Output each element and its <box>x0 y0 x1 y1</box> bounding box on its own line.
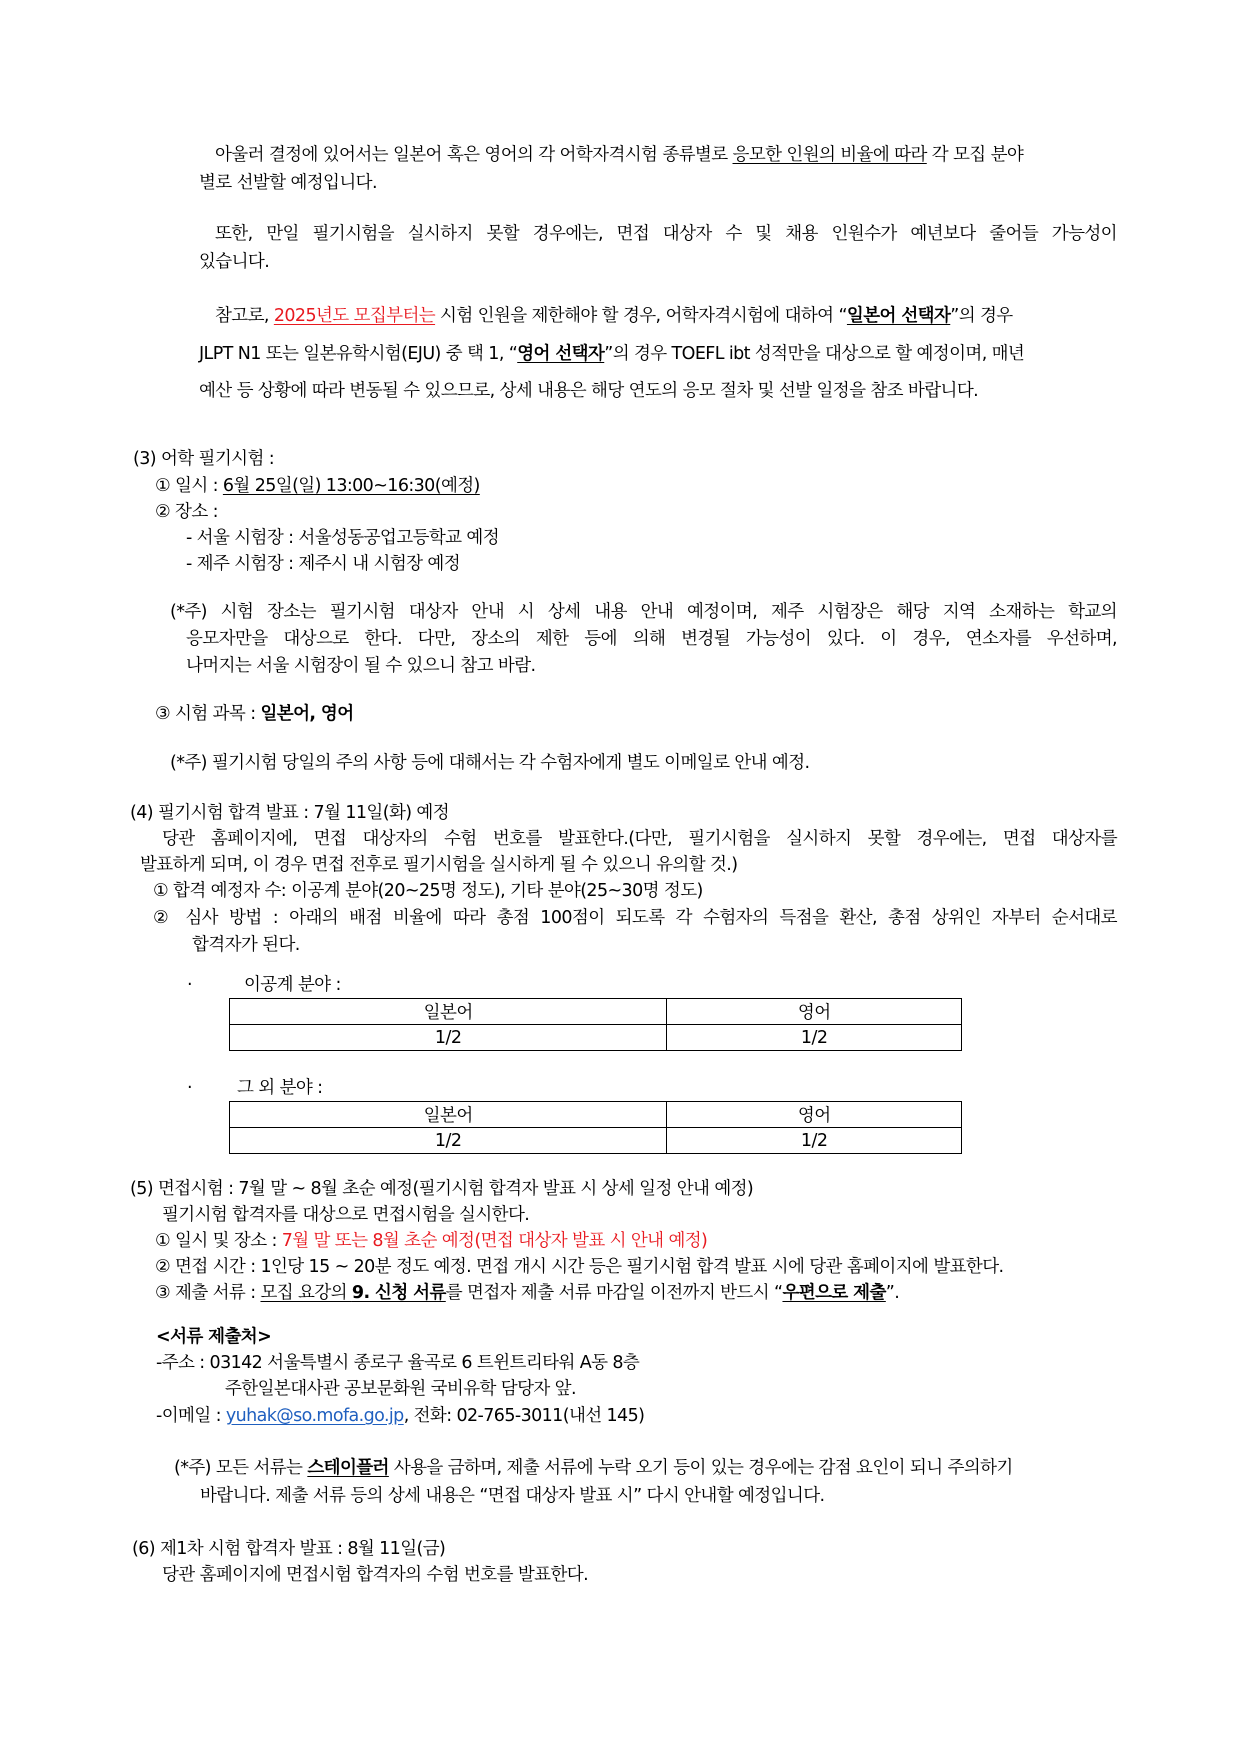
bullet: · <box>187 1078 192 1098</box>
s3-note-1-line-1: (*주) 시험 장소는 필기시험 대상자 안내 시 상세 내용 안내 예정이며, 제주 시험장은 해당 지역 소재하는 학교의 <box>170 602 1117 622</box>
s3-note-2: (*주) 필기시험 당일의 주의 사항 등에 대해서는 각 수험자에게 별도 이메일로 안내 예정. <box>170 753 810 773</box>
table-header-row <box>230 999 962 1025</box>
s3-note-1-line-3: 나머지는 서울 시험장이 될 수 있으니 참고 바람. <box>186 656 536 676</box>
exam-date-value: 6월 25일(일) 13:00~16:30(예정) <box>222 476 480 496</box>
intro-paragraph-3-line-2: JLPT N1 또는 일본유학시험(EJU) 중 택 1, “영어 선택자”의 경우 TOEFL ibt 성적만을 대상으로 할 예정이며, 매년 <box>199 344 1025 364</box>
s4-paragraph-line-1: 당관 홈페이지에, 면접 대상자의 수험 번호를 발표한다.(다만, 필기시험을 실시하지 못할 경우에는, 면접 대상자를 <box>162 829 1117 849</box>
intro-paragraph-1-line-1: 아울러 결정에 있어서는 일본어 혹은 영어의 각 어학자격시험 종류별로 응모한 인원의 비율에 따라 각 모집 분야 <box>215 145 1024 165</box>
ratio-japanese: 1/2 <box>230 1025 667 1051</box>
section-6-heading: (6) 제1차 시험 합격자 발표 : 8월 11일(금) <box>132 1539 446 1559</box>
submission-email-line: -이메일 : yuhak@so.mofa.go.jp, 전화: 02-765-3011(내선 145) <box>156 1406 645 1426</box>
application-documents-ref: 9. 신청 서류 <box>351 1283 446 1303</box>
table-row <box>230 1128 962 1154</box>
section-3-heading: (3) 어학 필기시험 : <box>133 449 275 469</box>
intro-paragraph-3-line-1: 참고로, 2025년도 모집부터는 시험 인원을 제한해야 할 경우, 어학자격시험에 대하여 “일본어 선택자”의 경우 <box>215 306 1013 326</box>
highlight-2025-text: 2025년도 모집부터는 <box>273 306 436 326</box>
s4-item-method-line-2: 합격자가 된다. <box>192 935 300 955</box>
table-header-japanese: 일본어 <box>230 999 667 1025</box>
exam-subjects-value: 일본어, 영어 <box>260 704 354 724</box>
table-header-japanese: 일본어 <box>230 1102 667 1128</box>
ratio-japanese: 1/2 <box>230 1128 667 1154</box>
ratio-english: 1/2 <box>667 1025 962 1051</box>
other-ratio-table <box>229 1101 962 1154</box>
mail-submission-text: 우편으로 제출 <box>782 1283 886 1303</box>
section-4-heading: (4) 필기시험 합격 발표 : 7월 11일(화) 예정 <box>130 803 450 823</box>
s3-item-date: ① 일시 : 6월 25일(일) 13:00~16:30(예정) <box>155 476 480 496</box>
s3-item-subjects: ③ 시험 과목 : 일본어, 영어 <box>155 704 354 724</box>
s4-paragraph-line-2: 발표하게 되며, 이 경우 면접 전후로 필기시험을 실시하게 될 수 있으니 유의할 것.) <box>140 855 738 875</box>
bullet: · <box>187 975 192 995</box>
section-5-heading: (5) 면접시험 : 7월 말 ~ 8월 초순 예정(필기시험 합격자 발표 시 상세 일정 안내 예정) <box>130 1179 754 1199</box>
table-header-row <box>230 1102 962 1128</box>
s5-note-line-1: (*주) 모든 서류는 스테이플러 사용을 금하며, 제출 서류에 누락 오기 등이 있는 경우에는 감점 요인이 되니 주의하기 <box>174 1458 1013 1478</box>
underlined-ratio-text: 응모한 인원의 비율에 따라 <box>732 145 927 165</box>
s5-item-documents: ③ 제출 서류 : 모집 요강의 9. 신청 서류를 면접자 제출 서류 마감일 이전까지 반드시 “우편으로 제출”. <box>155 1283 900 1303</box>
intro-paragraph-2-line-2: 있습니다. <box>199 252 270 272</box>
s5-paragraph: 필기시험 합격자를 대상으로 면접시험을 실시한다. <box>162 1205 530 1225</box>
email-link[interactable]: yuhak@so.mofa.go.jp <box>225 1406 404 1426</box>
table-row <box>230 1025 962 1051</box>
science-field-label: 이공계 분야 : <box>244 975 341 995</box>
intro-paragraph-2-line-1: 또한, 만일 필기시험을 실시하지 못할 경우에는, 면접 대상자 수 및 채용 인원수가 예년보다 줄어들 가능성이 <box>215 224 1117 244</box>
s3-item-place: ② 장소 : <box>155 502 218 522</box>
intro-paragraph-3-line-3: 예산 등 상황에 따라 변동될 수 있으므로, 상세 내용은 해당 연도의 응모 절차 및 선발 일정을 참조 바랍니다. <box>199 381 979 401</box>
s6-paragraph: 당관 홈페이지에 면접시험 합격자의 수험 번호를 발표한다. <box>162 1565 589 1585</box>
s5-item-duration: ② 면접 시간 : 1인당 15 ~ 20분 정도 예정. 면접 개시 시간 등은 필기시험 합격 발표 시에 당관 홈페이지에 발표한다. <box>155 1257 1004 1277</box>
japanese-selector-text: 일본어 선택자 <box>846 306 951 326</box>
submission-address-title: <서류 제출처> <box>156 1327 272 1347</box>
intro-paragraph-1-line-2: 별로 선발할 예정입니다. <box>199 173 377 193</box>
ratio-english: 1/2 <box>667 1128 962 1154</box>
submission-address-line-2: 주한일본대사관 공보문화원 국비유학 담당자 앞. <box>225 1379 576 1399</box>
english-selector-text: 영어 선택자 <box>517 344 605 364</box>
s5-note-line-2: 바랍니다. 제출 서류 등의 상세 내용은 “면접 대상자 발표 시” 다시 안내할 예정입니다. <box>200 1486 825 1506</box>
table-header-english: 영어 <box>667 999 962 1025</box>
table-header-english: 영어 <box>667 1102 962 1128</box>
stapler-text: 스테이플러 <box>307 1458 389 1478</box>
other-field-label: 그 외 분야 : <box>237 1078 323 1098</box>
interview-schedule-value: 7월 말 또는 8월 초순 예정(면접 대상자 발표 시 안내 예정) <box>281 1231 708 1251</box>
seoul-exam-site: - 서울 시험장 : 서울성동공업고등학교 예정 <box>186 528 500 548</box>
science-ratio-table <box>229 998 962 1051</box>
s4-item-method-line-1: ② 심사 방법 : 아래의 배점 비율에 따라 총점 100점이 되도록 각 수험자의 득점을 환산, 총점 상위인 자부터 순서대로 <box>153 908 1117 928</box>
submission-address-line-1: -주소 : 03142 서울특별시 종로구 율곡로 6 트윈트리타워 A동 8층 <box>156 1353 640 1373</box>
s5-item-schedule: ① 일시 및 장소 : 7월 말 또는 8월 초순 예정(면접 대상자 발표 시 안내 예정) <box>155 1231 708 1251</box>
jeju-exam-site: - 제주 시험장 : 제주시 내 시험장 예정 <box>186 554 461 574</box>
s4-item-count: ① 합격 예정자 수: 이공계 분야(20~25명 정도), 기타 분야(25~30명 정도) <box>153 881 703 901</box>
s3-note-1-line-2: 응모자만을 대상으로 한다. 다만, 장소의 제한 등에 의해 변경될 가능성이 있다. 이 경우, 연소자를 우선하며, <box>186 629 1117 649</box>
